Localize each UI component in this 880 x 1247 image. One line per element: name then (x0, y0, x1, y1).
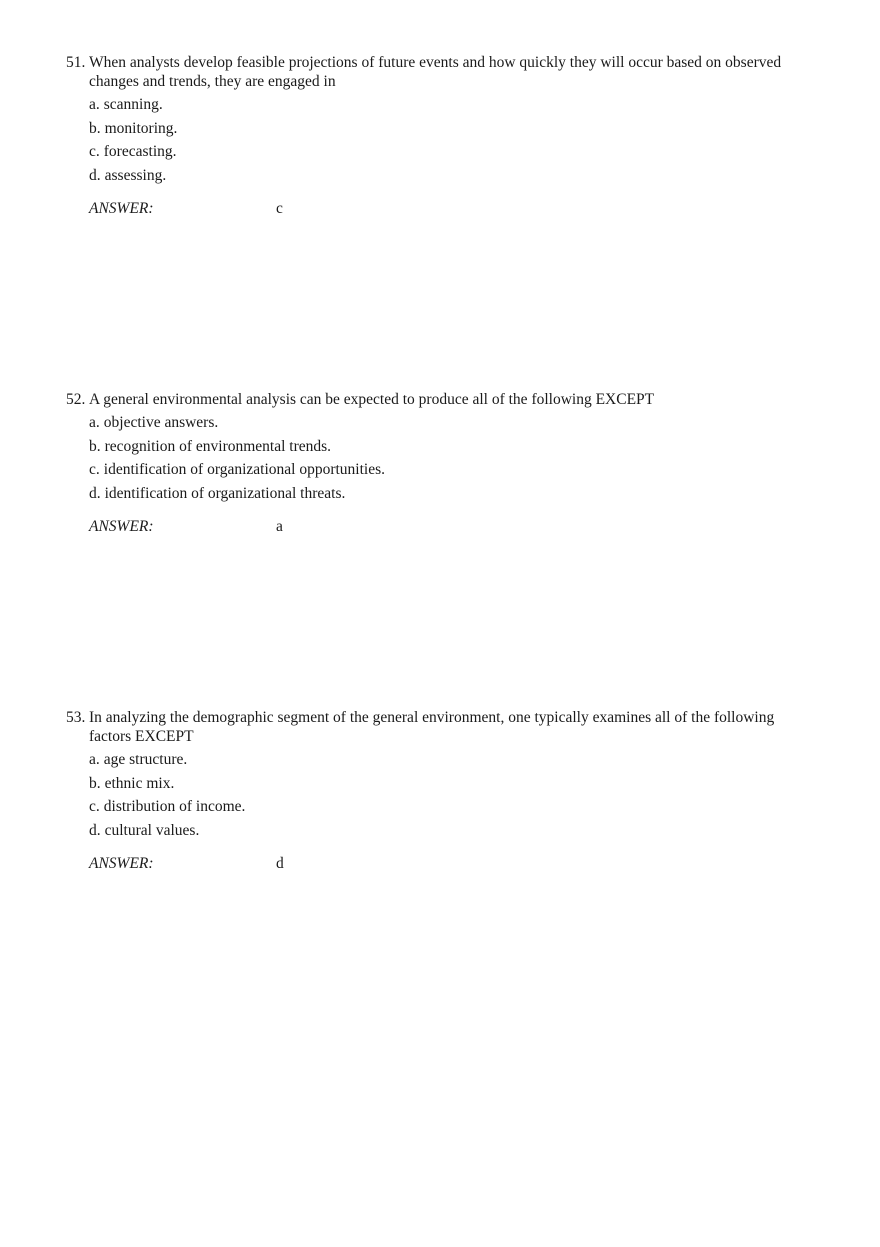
question-number: 52. (66, 391, 86, 408)
answer-row (89, 199, 806, 219)
answer-value: d (276, 855, 284, 872)
option-list (89, 411, 806, 505)
option-d (89, 482, 806, 506)
option-text: identification of organizational opportunities. (103, 461, 385, 478)
option-letter: a. (89, 414, 100, 431)
question-stem (66, 390, 806, 409)
option-c (89, 458, 806, 482)
answer-label: ANSWER: (89, 855, 154, 872)
question-text: When analysts develop feasible projections of future events and how quickly they will occur based on observed changes and trends, they are engaged in (89, 54, 782, 90)
option-d (89, 819, 806, 843)
option-c (89, 140, 806, 164)
option-letter: a. (89, 751, 100, 768)
option-letter: d. (89, 484, 101, 502)
question-52 (66, 390, 806, 537)
answer-label: ANSWER: (89, 200, 154, 217)
question-text: In analyzing the demographic segment of the general environment, one typically examines all of the following factors EXCEPT (89, 709, 775, 745)
option-letter: a. (89, 96, 100, 113)
option-text: forecasting. (103, 143, 177, 160)
option-letter: c. (89, 798, 100, 815)
option-letter: c. (89, 143, 100, 160)
question-53 (66, 708, 806, 874)
option-letter: b. (89, 437, 101, 455)
question-number: 51. (66, 54, 86, 71)
option-letter: c. (89, 461, 100, 478)
option-a (89, 93, 806, 117)
option-text: cultural values. (104, 821, 200, 839)
option-text: age structure. (103, 751, 188, 768)
option-letter: d. (89, 166, 101, 184)
option-b (89, 435, 806, 459)
option-text: recognition of environmental trends. (104, 437, 332, 455)
option-letter: b. (89, 119, 101, 137)
option-a (89, 748, 806, 772)
option-text: scanning. (103, 96, 163, 113)
answer-value: c (276, 200, 283, 217)
option-list (89, 93, 806, 187)
option-text: ethnic mix. (104, 774, 175, 792)
option-b (89, 117, 806, 141)
option-text: identification of organizational threats. (104, 484, 346, 502)
question-number: 53. (66, 709, 86, 726)
option-b (89, 772, 806, 796)
option-d (89, 164, 806, 188)
answer-row (89, 517, 806, 537)
answer-row (89, 854, 806, 874)
option-text: monitoring. (104, 119, 178, 137)
question-stem (66, 53, 806, 91)
option-c (89, 795, 806, 819)
answer-value: a (276, 518, 283, 535)
option-text: objective answers. (103, 414, 219, 431)
question-stem (66, 708, 806, 746)
option-letter: d. (89, 821, 101, 839)
option-a (89, 411, 806, 435)
question-51 (66, 53, 806, 219)
question-text: A general environmental analysis can be expected to produce all of the following EXCEPT (89, 391, 655, 408)
option-list (89, 748, 806, 842)
option-letter: b. (89, 774, 101, 792)
option-text: assessing. (104, 166, 167, 184)
option-text: distribution of income. (103, 798, 246, 815)
answer-label: ANSWER: (89, 518, 154, 535)
